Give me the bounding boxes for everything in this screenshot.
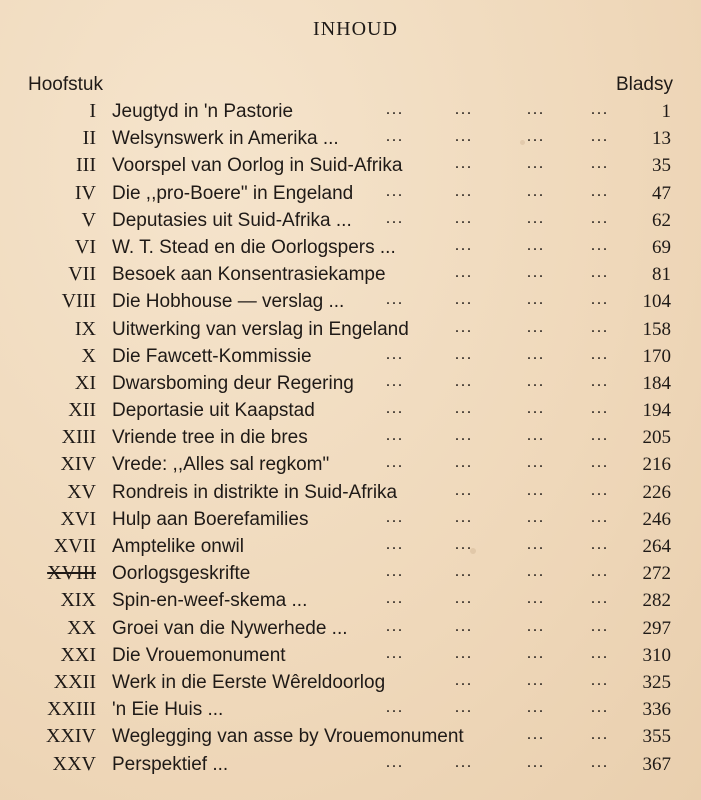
leader-dot-group: ... [527,236,545,254]
leader-dot-group: ... [591,427,609,445]
page-number: 336 [642,699,671,721]
leader-dot-group: ... [386,753,404,771]
page-number: 272 [642,563,671,585]
leader-dot-group: ... [591,671,609,689]
chapter-numeral: XXIV [46,725,96,748]
leader-dot-group: ... [591,726,609,744]
chapter-numeral: XVI [60,507,96,530]
page-number: 297 [642,617,671,639]
toc-entry [0,207,701,234]
table-of-contents [0,98,701,778]
leader-dots [0,288,701,315]
chapter-title: Werk in die Eerste Wêreldoorlog [112,671,386,693]
chapter-numeral: VIII [61,290,96,313]
leader-dot-group: ... [455,590,473,608]
chapter-numeral: XIX [60,589,96,612]
leader-dot-group: ... [386,508,404,526]
leader-dot-group: ... [591,644,609,662]
leader-dot-group: ... [527,671,545,689]
chapter-title: Deputasies uit Suid-Afrika ... [112,209,352,231]
page-number: 13 [652,128,671,150]
leader-dot-group: ... [527,508,545,526]
leader-dot-group: ... [455,372,473,390]
leader-dot-group: ... [386,454,404,472]
page-number: 194 [642,400,671,422]
leader-dot-group: ... [527,699,545,717]
leader-dot-group: ... [527,590,545,608]
leader-dots [0,343,701,370]
leader-dot-group: ... [386,182,404,200]
page-number: 325 [642,671,671,693]
leader-dots [0,424,701,451]
toc-entry [0,451,701,478]
chapter-numeral: XXI [60,643,96,666]
chapter-column-header: Hoofstuk [28,74,103,95]
toc-entry [0,152,701,179]
leader-dot-group: ... [527,536,545,553]
leader-dot-group: ... [386,427,404,445]
leader-dot-group: ... [591,345,609,363]
toc-entry [0,560,701,587]
chapter-title: Rondreis in distrikte in Suid-Afrika [112,481,398,503]
leader-dot-group: ... [591,318,609,336]
chapter-numeral: IX [74,317,96,340]
chapter-numeral: XXV [52,752,96,775]
chapter-numeral: XV [67,480,96,503]
leader-dot-group: ... [591,508,609,526]
toc-entry [0,180,701,207]
toc-entry [0,723,701,750]
chapter-title: W. T. Stead en die Oorlogspers ... [112,236,396,258]
chapter-numeral: XX [67,616,96,639]
leader-dot-group: ... [386,644,404,662]
leader-dot-group: ... [591,236,609,254]
leader-dot-group: ... [527,155,545,173]
leader-dot-group: ... [386,563,404,581]
leader-dots [0,587,701,614]
toc-entry [0,424,701,451]
leader-dot-group: ... [455,128,473,146]
leader-dot-group: ... [591,209,609,227]
toc-entry [0,696,701,723]
toc-entry [0,615,701,642]
toc-entry [0,98,701,125]
chapter-numeral: II [82,127,96,150]
chapter-title: Die ,,pro-Boere" in Engeland [112,182,354,204]
chapter-title: Die Vrouemonument [112,644,286,666]
chapter-numeral: V [81,208,96,231]
leader-dot-group: ... [455,454,473,472]
leader-dot-group: ... [386,699,404,717]
toc-entry [0,642,701,669]
toc-entry [0,397,701,424]
toc-entry [0,587,701,614]
toc-entry [0,125,701,152]
leader-dot-group: ... [455,508,473,526]
leader-dot-group: ... [386,536,404,553]
chapter-title: Spin-en-weef-skema ... [112,590,308,612]
leader-dot-group: ... [527,182,545,200]
leader-dot-group: ... [455,318,473,336]
leader-dot-group: ... [455,617,473,635]
leader-dots [0,451,701,478]
chapter-title: Besoek aan Konsentrasiekampe [112,264,386,286]
leader-dot-group: ... [455,563,473,581]
toc-entry [0,343,701,370]
leader-dot-group: ... [386,291,404,309]
chapter-title: Welsynswerk in Amerika ... [112,128,339,150]
page-number: 205 [642,427,671,449]
leader-dot-group: ... [527,318,545,336]
leader-dot-group: ... [455,182,473,200]
chapter-title: Groei van die Nywerhede ... [112,617,348,639]
leader-dot-group: ... [386,345,404,363]
page-number: 355 [642,726,671,748]
chapter-numeral: X [81,344,96,367]
chapter-numeral: XII [68,399,96,422]
leader-dot-group: ... [527,617,545,635]
chapter-numeral: VI [74,235,96,258]
page-number: 35 [652,155,671,177]
leader-dots [0,125,701,152]
leader-dots [0,533,701,560]
toc-entry [0,288,701,315]
toc-entry [0,261,701,288]
leader-dot-group: ... [527,481,545,499]
chapter-title: Jeugtyd in 'n Pastorie [112,101,294,122]
leader-dots [0,615,701,642]
leader-dot-group: ... [527,372,545,390]
leader-dot-group: ... [455,536,473,553]
leader-dot-group: ... [455,291,473,309]
page-number: 1 [661,101,671,122]
page-number: 69 [652,236,671,258]
chapter-numeral: III [76,154,96,177]
leader-dots [0,506,701,533]
leader-dot-group: ... [455,101,473,118]
page-number: 226 [642,481,671,503]
leader-dot-group: ... [591,454,609,472]
leader-dot-group: ... [455,264,473,282]
page-number: 47 [652,182,671,204]
leader-dot-group: ... [527,209,545,227]
leader-dot-group: ... [527,345,545,363]
page-number: 170 [642,345,671,367]
chapter-title: Perspektief ... [112,753,229,775]
leader-dot-group: ... [455,400,473,418]
chapter-numeral: XVII [53,535,96,557]
chapter-title: Voorspel van Oorlog in Suid-Afrika [112,155,403,177]
leader-dot-group: ... [527,291,545,309]
leader-dot-group: ... [455,699,473,717]
leader-dot-group: ... [386,128,404,146]
leader-dots [0,560,701,587]
leader-dots [0,696,701,723]
chapter-title: Uitwerking van verslag in Engeland [112,318,409,340]
chapter-numeral: XIII [61,426,96,449]
leader-dot-group: ... [527,427,545,445]
leader-dot-group: ... [527,644,545,662]
leader-dot-group: ... [591,536,609,553]
toc-entry [0,316,701,343]
page-number: 158 [642,318,671,340]
leader-dot-group: ... [527,264,545,282]
leader-dots [0,98,701,125]
leader-dot-group: ... [591,155,609,173]
chapter-numeral: IV [74,181,96,204]
chapter-title: 'n Eie Huis ... [112,699,224,721]
chapter-title: Die Fawcett-Kommissie [112,345,312,367]
leader-dot-group: ... [455,753,473,771]
leader-dot-group: ... [527,400,545,418]
toc-entry [0,506,701,533]
leader-dot-group: ... [591,699,609,717]
leader-dot-group: ... [386,400,404,418]
page-number: 81 [652,264,671,286]
page-title: INHOUD [313,18,398,40]
leader-dot-group: ... [455,671,473,689]
leader-dot-group: ... [527,563,545,581]
chapter-title: Oorlogsgeskrifte [112,563,251,585]
leader-dot-group: ... [455,236,473,254]
leader-dot-group: ... [591,753,609,771]
chapter-numeral: XXIII [47,698,96,721]
leader-dot-group: ... [455,427,473,445]
page-number: 104 [642,291,671,313]
chapter-numeral: XXII [53,670,96,693]
toc-entry [0,533,701,560]
leader-dot-group: ... [591,617,609,635]
page-number: 216 [642,454,671,476]
leader-dot-group: ... [455,481,473,499]
leader-dot-group: ... [455,209,473,227]
chapter-title: Vrede: ,,Alles sal regkom" [112,454,330,476]
leader-dot-group: ... [591,182,609,200]
leader-dots [0,397,701,424]
leader-dot-group: ... [591,264,609,282]
page-number: 264 [642,536,671,557]
toc-entry [0,669,701,696]
chapter-title: Deportasie uit Kaapstad [112,400,315,422]
page-column-header: Bladsy [615,74,673,95]
leader-dot-group: ... [591,563,609,581]
page-number: 367 [642,753,671,775]
leader-dot-group: ... [455,345,473,363]
leader-dot-group: ... [591,372,609,390]
chapter-title: Dwarsboming deur Regering [112,372,354,394]
leader-dot-group: ... [527,753,545,771]
chapter-numeral: XIV [60,453,96,476]
page-number: 246 [642,508,671,530]
chapter-title: Weglegging van asse by Vrouemonument [112,726,464,748]
page-number: 282 [642,590,671,612]
leader-dot-group: ... [591,291,609,309]
leader-dot-group: ... [386,590,404,608]
chapter-numeral: XI [74,371,96,394]
leader-dot-group: ... [591,128,609,146]
leader-dot-group: ... [527,454,545,472]
leader-dots [0,751,701,778]
leader-dot-group: ... [386,617,404,635]
chapter-title: Vriende tree in die bres [112,427,308,449]
toc-entry [0,234,701,261]
page-number: 310 [642,644,671,666]
toc-entry [0,479,701,506]
chapter-numeral: VII [68,263,96,286]
leader-dot-group: ... [455,644,473,662]
toc-entry [0,370,701,397]
leader-dot-group: ... [386,372,404,390]
page-number: 184 [642,372,671,394]
leader-dot-group: ... [591,481,609,499]
leader-dot-group: ... [591,400,609,418]
leader-dot-group: ... [386,209,404,227]
leader-dot-group: ... [591,101,609,118]
chapter-numeral: XVIII [47,562,96,585]
leader-dot-group: ... [386,101,404,118]
leader-dots [0,642,701,669]
chapter-numeral: I [89,100,96,122]
chapter-title: Hulp aan Boerefamilies [112,508,309,530]
leader-dot-group: ... [455,155,473,173]
leader-dot-group: ... [527,128,545,146]
leader-dot-group: ... [527,101,545,118]
chapter-title: Die Hobhouse — verslag ... [112,291,345,313]
leader-dot-group: ... [591,590,609,608]
page-number: 62 [652,209,671,231]
toc-entry [0,751,701,778]
chapter-title: Amptelike onwil [112,536,244,557]
leader-dot-group: ... [527,726,545,744]
